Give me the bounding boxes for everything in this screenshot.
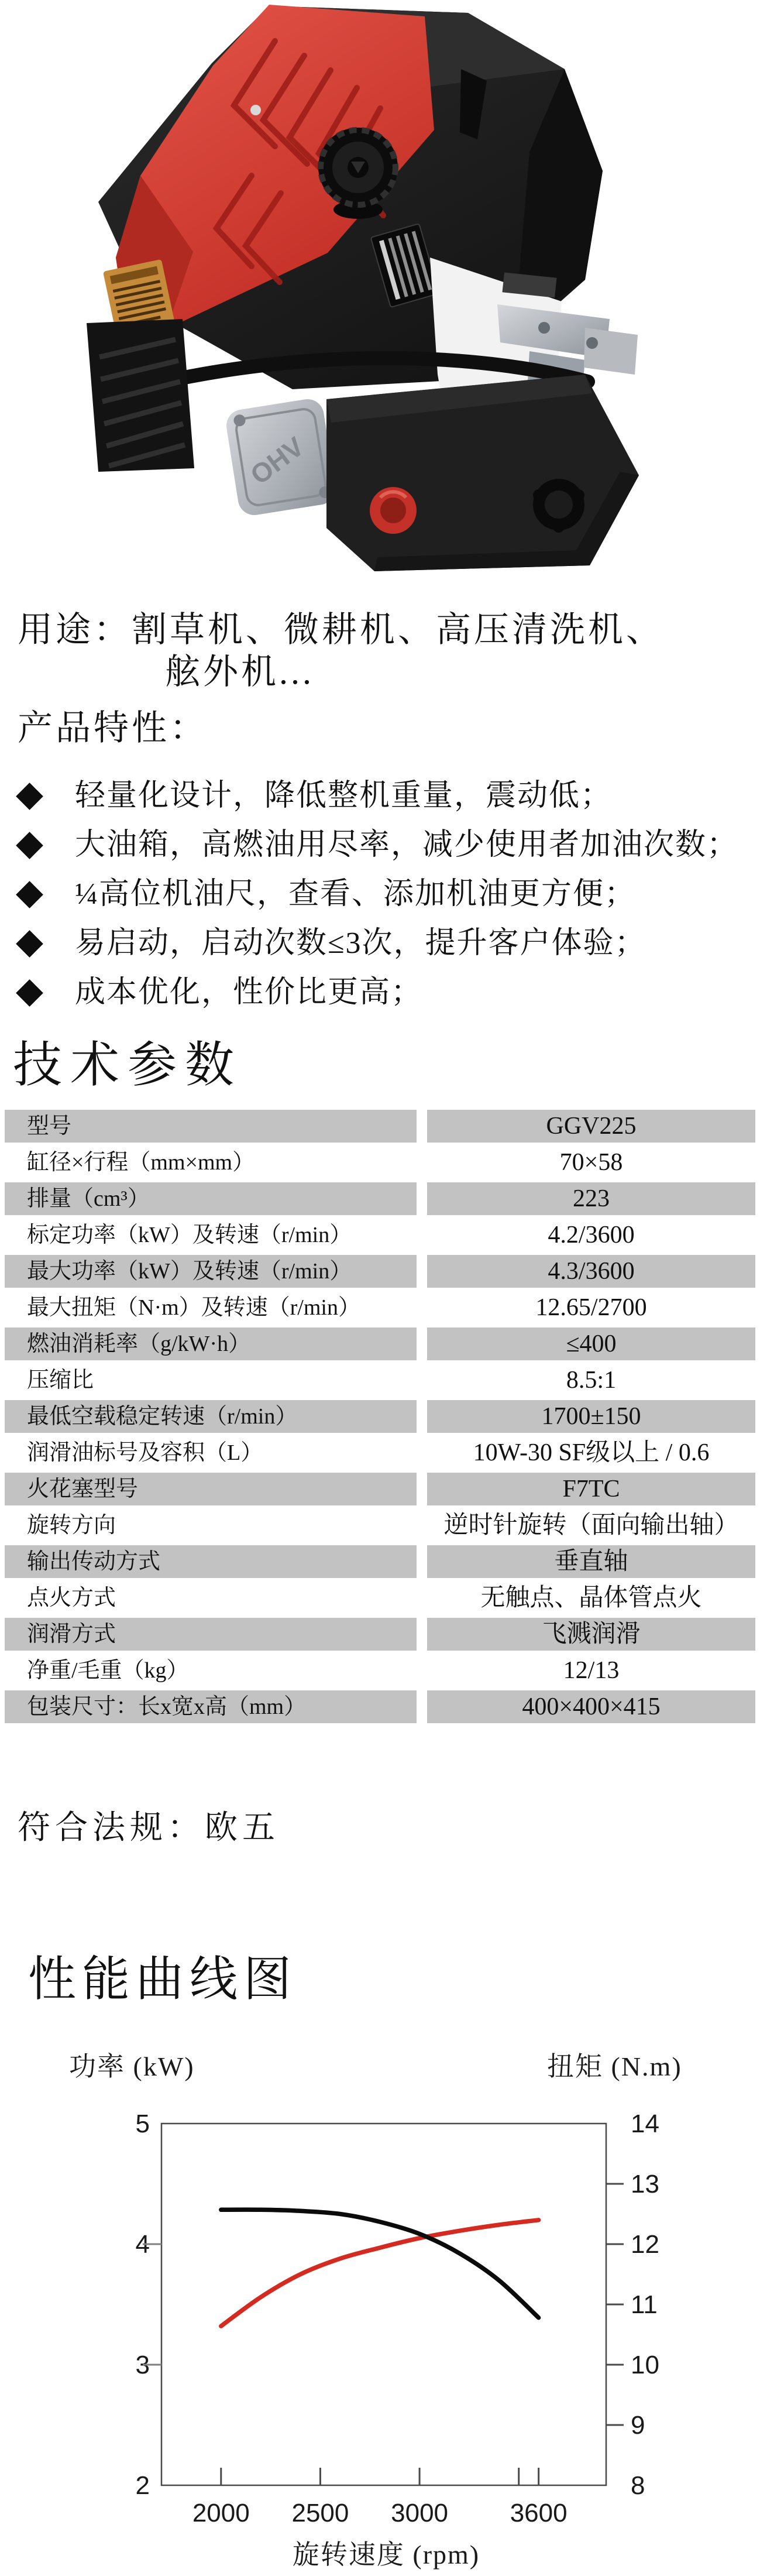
table-row bbox=[5, 1582, 755, 1614]
spec-value: 4.3/3600 bbox=[427, 1255, 755, 1288]
spec-value: 4.2/3600 bbox=[548, 1222, 635, 1248]
right-axis-tick-label: 14 bbox=[631, 2109, 659, 2138]
table-row bbox=[5, 1400, 755, 1433]
table-row bbox=[5, 1328, 755, 1360]
left-axis-tick-label: 3 bbox=[135, 2351, 150, 2379]
table-row bbox=[5, 1654, 755, 1687]
spec-label: 点火方式 bbox=[27, 1586, 116, 1610]
feature-item bbox=[0, 919, 760, 968]
spec-value: 12/13 bbox=[563, 1657, 620, 1684]
left-axis-title: 功率 (kW) bbox=[69, 2052, 195, 2081]
spec-label: 标定功率（kW）及转速（r/min） bbox=[27, 1223, 352, 1247]
x-axis-tick-label: 2000 bbox=[192, 2499, 250, 2527]
table-row bbox=[5, 1690, 755, 1723]
spec-label: 输出传动方式 bbox=[5, 1545, 417, 1578]
uses-line1: 用途：割草机、微耕机、高压清洗机、 bbox=[18, 610, 664, 649]
chart-title: 性能曲线图 bbox=[28, 1953, 298, 2006]
spec-label: 包装尺寸：长x宽x高（mm） bbox=[5, 1690, 417, 1723]
x-axis-tick-label: 3600 bbox=[510, 2499, 568, 2527]
feature-item bbox=[0, 968, 760, 1017]
table-row bbox=[5, 1364, 755, 1397]
primer-knob bbox=[370, 487, 417, 534]
spec-label: 排量（cm³） bbox=[5, 1182, 417, 1215]
spec-label: 缸径×行程（mm×mm） bbox=[27, 1150, 255, 1175]
spec-label: 燃油消耗率（g/kW·h） bbox=[5, 1328, 417, 1360]
table-row bbox=[5, 1436, 755, 1469]
product-photo bbox=[0, 0, 760, 574]
spec-value: 无触点、晶体管点火 bbox=[480, 1584, 702, 1611]
feature-text: ¼高位机油尺，查看、添加机油更方便； bbox=[75, 877, 637, 911]
bullet-diamond-icon bbox=[16, 783, 43, 810]
spec-value: 400×400×415 bbox=[427, 1690, 755, 1723]
feature-text: 成本优化，性价比更高； bbox=[75, 976, 423, 1009]
x-axis-title: 旋转速度 (rpm) bbox=[292, 2540, 480, 2570]
table-row bbox=[5, 1255, 755, 1288]
bullet-diamond-icon bbox=[16, 832, 43, 859]
feature-item bbox=[0, 821, 760, 870]
spec-value: F7TC bbox=[427, 1473, 755, 1505]
table-row bbox=[5, 1219, 755, 1251]
compliance-text: 符合法规：欧五 bbox=[18, 1810, 280, 1846]
spec-label: 火花塞型号 bbox=[5, 1473, 417, 1505]
feature-text: 易启动，启动次数≤3次，提升客户体验； bbox=[75, 927, 646, 960]
specs-title: 技术参数 bbox=[13, 1038, 243, 1093]
table-row bbox=[5, 1545, 755, 1578]
spec-value: GGV225 bbox=[427, 1110, 755, 1143]
spec-label: 最大功率（kW）及转速（r/min） bbox=[5, 1255, 417, 1288]
valve-cover bbox=[224, 397, 338, 517]
recoil-cover bbox=[87, 319, 194, 472]
spec-value: 10W-30 SF级以上 / 0.6 bbox=[473, 1439, 710, 1466]
plot-frame bbox=[161, 2124, 606, 2485]
bullet-diamond-icon bbox=[16, 881, 43, 908]
air-filter-box bbox=[326, 375, 639, 571]
spec-label: 净重/毛重（kg） bbox=[27, 1658, 189, 1683]
spec-value: 70×58 bbox=[559, 1149, 623, 1176]
spec-value: ≤400 bbox=[427, 1328, 755, 1360]
x-axis-tick-label: 2500 bbox=[291, 2499, 349, 2527]
features-title: 产品特性： bbox=[18, 709, 208, 747]
spec-value: 8.5:1 bbox=[566, 1367, 617, 1394]
spec-label: 润滑油标号及容积（L） bbox=[27, 1440, 263, 1465]
table-row bbox=[5, 1509, 755, 1542]
left-axis-tick-label: 4 bbox=[135, 2230, 150, 2259]
right-axis-tick-label: 10 bbox=[631, 2351, 659, 2379]
feature-item bbox=[0, 771, 760, 821]
feature-text: 大油箱，高燃油用尽率，减少使用者加油次数； bbox=[75, 828, 739, 862]
right-axis-tick-label: 8 bbox=[631, 2471, 645, 2500]
right-axis-tick-label: 11 bbox=[631, 2290, 658, 2319]
table-row bbox=[5, 1110, 755, 1143]
uses-line2: 舷外机... bbox=[165, 653, 314, 691]
ohv-text: OHV bbox=[245, 431, 309, 490]
spec-value: 12.65/2700 bbox=[535, 1294, 647, 1321]
table-row bbox=[5, 1473, 755, 1505]
spec-table bbox=[5, 1110, 755, 1727]
spec-label: 最大扭矩（N·m）及转速（r/min） bbox=[27, 1295, 360, 1320]
shroud-screw bbox=[250, 105, 261, 115]
spec-label: 压缩比 bbox=[27, 1368, 94, 1392]
table-row bbox=[5, 1182, 755, 1215]
table-row bbox=[5, 1291, 755, 1324]
spec-label: 型号 bbox=[5, 1110, 417, 1143]
spec-label: 润滑方式 bbox=[5, 1618, 417, 1651]
features-list bbox=[0, 771, 760, 1017]
spec-value: 1700±150 bbox=[427, 1400, 755, 1433]
spec-value: 逆时针旋转（面向输出轴） bbox=[443, 1512, 739, 1539]
right-axis-tick-label: 13 bbox=[631, 2170, 659, 2198]
performance-chart-area bbox=[0, 2014, 760, 2576]
table-row bbox=[5, 1618, 755, 1651]
spec-value: 飞溅润滑 bbox=[427, 1618, 755, 1651]
feature-item bbox=[0, 870, 760, 919]
right-axis-tick-label: 12 bbox=[631, 2230, 659, 2259]
spec-value: 垂直轴 bbox=[427, 1545, 755, 1578]
left-axis-tick-label: 2 bbox=[135, 2471, 150, 2500]
right-axis-tick-label: 9 bbox=[631, 2411, 645, 2440]
feature-text: 轻量化设计，降低整机重量，震动低； bbox=[75, 779, 613, 812]
spec-value: 223 bbox=[427, 1182, 755, 1215]
spec-label: 最低空载稳定转速（r/min） bbox=[5, 1400, 417, 1433]
bullet-diamond-icon bbox=[16, 979, 43, 1007]
x-axis-tick-label: 3000 bbox=[391, 2499, 449, 2527]
left-axis-tick-label: 5 bbox=[135, 2109, 150, 2138]
table-row bbox=[5, 1146, 755, 1179]
right-axis-title: 扭矩 (N.m) bbox=[547, 2052, 682, 2081]
performance-chart bbox=[0, 2014, 760, 2576]
bullet-diamond-icon bbox=[16, 930, 43, 958]
spec-label: 旋转方向 bbox=[27, 1513, 116, 1538]
